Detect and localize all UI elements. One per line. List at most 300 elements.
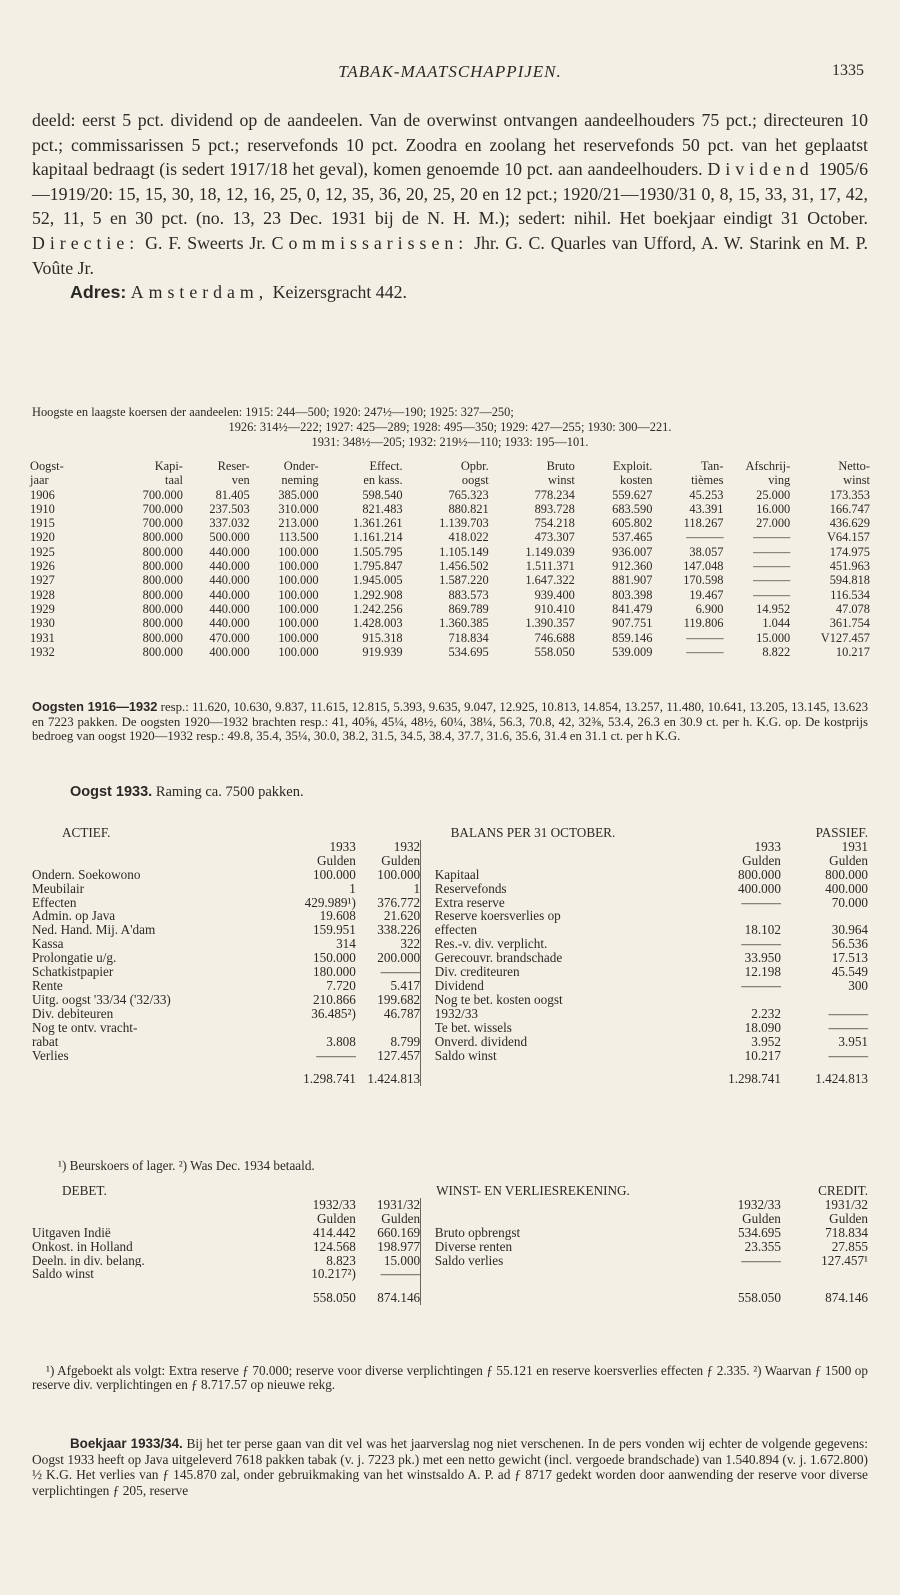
ledger-value: 150.000 (313, 950, 356, 966)
stats-column-header: Kapi- (154, 459, 183, 473)
stats-cell: 43.391 (689, 501, 724, 516)
ledger-value: 21.620 (383, 908, 421, 924)
company-description (32, 108, 868, 305)
stats-cell: 919.939 (362, 644, 403, 659)
stats-cell: 166.747 (829, 501, 870, 516)
spacer (32, 1198, 285, 1212)
stats-cell: 25.000 (756, 487, 791, 502)
column-separator (421, 1212, 435, 1226)
stats-column-header: ving (768, 473, 791, 488)
ledger-row (32, 1267, 868, 1281)
ledger-left-label: Uitgaven Indië (32, 1225, 111, 1240)
stats-cell: 800.000 (142, 630, 183, 645)
spacer (435, 1281, 696, 1291)
column-separator (421, 1267, 435, 1281)
ledger-right-label: Dividend (434, 978, 484, 993)
ledger-row (32, 882, 868, 896)
stats-cell: 765.323 (448, 487, 489, 502)
spacer (435, 854, 696, 868)
ledger-value: 56.536 (831, 936, 868, 952)
stats-cell: 939.400 (534, 587, 575, 602)
adres-label: Adres: (70, 282, 127, 303)
ledger-left-label: Div. debiteuren (32, 1006, 114, 1021)
column-separator (421, 1021, 435, 1035)
stats-column-header: Opbr. (460, 459, 489, 473)
ledger-value: 1 (413, 880, 421, 896)
stats-cell: 14.952 (756, 601, 791, 616)
ledger-value (781, 993, 868, 1007)
stats-cell: ——— (753, 587, 791, 602)
stats-cell: 19.467 (689, 587, 724, 602)
ledger-value: 12.198 (744, 964, 781, 980)
stats-row (30, 530, 870, 544)
stats-cell: 100.000 (278, 601, 319, 616)
stats-cell: 859.146 (612, 630, 653, 645)
stats-column-header: winst (548, 473, 575, 488)
stats-cell: 746.688 (534, 630, 575, 645)
stats-cell: 1.945.005 (353, 573, 403, 588)
year-heading: 1931/32 (824, 1196, 868, 1212)
stats-row (30, 502, 870, 516)
stats-column-header: neming (281, 473, 319, 488)
column-separator (421, 840, 435, 854)
ledger-row (32, 1035, 868, 1049)
stats-cell: 700.000 (142, 501, 183, 516)
stats-cell: 539.009 (612, 644, 653, 659)
stats-column-header: oogst (461, 473, 489, 488)
stats-year: 1910 (30, 501, 55, 516)
ledger-value: 8.799 (390, 1033, 421, 1049)
stats-column-header: Reser- (217, 459, 250, 473)
ledger-value: 210.866 (313, 991, 356, 1007)
stats-row (30, 645, 870, 659)
ledger-value: 30.964 (831, 922, 868, 938)
ledger-left-label: Effecten (32, 895, 77, 910)
ledger-value: 15.000 (383, 1252, 421, 1268)
stats-row (30, 631, 870, 645)
stats-cell: 440.000 (209, 601, 250, 616)
column-separator (421, 1049, 435, 1063)
stats-cell: ——— (753, 573, 791, 588)
ledger-total: 1.298.741 (303, 1071, 356, 1087)
stats-cell: 893.728 (534, 501, 575, 516)
stats-cell: 558.050 (534, 644, 575, 659)
stats-row (30, 602, 870, 616)
spacer (32, 1062, 285, 1072)
stats-cell: ——— (753, 530, 791, 545)
stats-cell: 174.975 (829, 544, 870, 559)
ledger-value: 338.226 (377, 922, 421, 938)
ledger-value: 414.442 (313, 1224, 356, 1240)
unit-heading: Gulden (381, 852, 421, 868)
stats-cell: ——— (686, 530, 724, 545)
ledger-value: ——— (741, 936, 781, 952)
ledger-value: 3.808 (326, 1033, 356, 1049)
share-prices (32, 405, 868, 450)
stats-cell: 883.573 (448, 587, 489, 602)
column-separator (421, 1198, 435, 1212)
ledger-right-label: Bruto opbrengst (434, 1225, 521, 1240)
ledger-value: 27.855 (831, 1238, 868, 1254)
stats-cell: 100.000 (278, 559, 319, 574)
stats-cell: 700.000 (142, 487, 183, 502)
unit-heading: Gulden (317, 852, 356, 868)
ledger-total: 874.146 (825, 1290, 868, 1306)
stats-cell: 81.405 (215, 487, 250, 502)
ledger-right-label: Gerecouvr. brandschade (434, 951, 563, 966)
stats-column-header: Tan- (700, 459, 724, 473)
ledger-value: ——— (741, 1252, 781, 1268)
ledger-left-label: Nog te ontv. vracht- (32, 1020, 138, 1035)
stats-row (30, 559, 870, 573)
intro-text: deeld: eerst 5 pct. dividend op de aandeelen. Van de overwinst ontvangen aandeelhouders 75 pct.; directeuren 10 pct.; commissarissen 5 pct.; reservefonds 10 pct. Zoodra en zoolang het reservefonds 50 pct. van het geplaatst kapitaal bedraagt (is sedert 1917/18 het geval), komen genoemde 10 pct. aan aandeelhouders. (32, 110, 868, 180)
stats-cell: 440.000 (209, 544, 250, 559)
year-heading: 1933 (329, 838, 356, 854)
ledger-value (696, 1267, 781, 1281)
column-separator (421, 1281, 435, 1291)
dividend-label: Dividend (707, 159, 814, 180)
stats-column-header: tièmes (691, 473, 724, 488)
stats-cell: 1.587.220 (439, 573, 489, 588)
stats-cell: 119.806 (683, 616, 724, 631)
ledger-value: ——— (828, 1005, 868, 1021)
ledger-year-row (32, 1198, 868, 1212)
ledger-value: 2.232 (751, 1005, 781, 1021)
column-separator (421, 1062, 435, 1072)
stats-cell: 800.000 (142, 530, 183, 545)
ledger-row (32, 951, 868, 965)
spacer (32, 1072, 285, 1086)
stats-year: 1932 (30, 644, 55, 659)
unit-heading: Gulden (829, 852, 868, 868)
stats-year: 1906 (30, 487, 55, 502)
stats-year: 1925 (30, 544, 55, 559)
stats-cell: 605.802 (612, 516, 653, 531)
ledger-value: 18.102 (744, 922, 781, 938)
ledger-left-label: Saldo winst (32, 1267, 94, 1282)
ledger-value: 300 (848, 977, 868, 993)
harvest-1933 (70, 784, 304, 801)
stats-cell: 912.360 (612, 559, 653, 574)
ledger-value: 70.000 (831, 894, 868, 910)
stats-cell: 803.398 (612, 587, 653, 602)
ledger-value: 400.000 (825, 880, 868, 896)
commissarissen-names: Jhr. G. C. Quarles van Ufford, A. W. Starink en M. P. Voûte Jr. (32, 232, 868, 278)
dividend-text: 1905/6—1919/20: 15, 15, 30, 18, 12, 16, 25, 0, 12, 35, 36, 20, 25, 20 en 12 pct.; 1920/21—1930/31 0, 8, 15, 33, 31, 17, 42, 52, 11, 5 en 30 pct. (no. 13, 23 Dec. 1931 bij de N. H. M.); sedert: nihil. Het boekjaar eindigt 31 October. (32, 159, 869, 229)
ledger-row (32, 993, 868, 1007)
ledger-year-row (32, 840, 868, 854)
fiscal-year-paragraph (32, 1436, 868, 1499)
ledger-left-label: Prolongatie u/g. (32, 951, 117, 966)
spacer (32, 1281, 285, 1291)
stats-cell: 880.821 (448, 501, 489, 516)
stats-year: 1915 (30, 516, 55, 531)
ledger-left-label: Onkost. in Holland (32, 1239, 133, 1254)
ledger-row (32, 923, 868, 937)
ledger-row (32, 1226, 868, 1240)
year-heading: 1931 (841, 838, 868, 854)
ledger-total-row (32, 1072, 868, 1086)
ledger-left-label: Ned. Hand. Mij. A'dam (32, 923, 156, 938)
stats-cell: 100.000 (278, 630, 319, 645)
ledger-value: ——— (828, 1047, 868, 1063)
stats-cell: 1.105.149 (439, 544, 489, 559)
ledger-unit-row (32, 1212, 868, 1226)
ledger-value: 100.000 (377, 866, 421, 882)
stats-cell: 100.000 (278, 616, 319, 631)
stats-cell: 1.361.261 (353, 516, 403, 531)
ledger-row (32, 868, 868, 882)
stats-cell: 1.390.357 (525, 616, 575, 631)
ledger-value: 23.355 (744, 1238, 781, 1254)
ledger-value: 3.952 (751, 1033, 781, 1049)
stats-cell: 683.590 (612, 501, 653, 516)
stats-cell: 821.483 (362, 501, 403, 516)
stats-cell: 15.000 (756, 630, 791, 645)
stats-cell: 907.751 (612, 616, 653, 631)
stats-year: 1931 (30, 630, 55, 645)
stats-cell: 800.000 (142, 573, 183, 588)
ledger-value: 5.417 (390, 977, 421, 993)
ledger-right-label: Reservefonds (434, 881, 507, 896)
ledger-value (781, 909, 868, 923)
ledger-row (32, 909, 868, 923)
stats-year: 1928 (30, 587, 55, 602)
stats-cell: 915.318 (362, 630, 403, 645)
balance-sheet (32, 826, 868, 1086)
column-separator (421, 937, 435, 951)
ledger-unit-row (32, 854, 868, 868)
ledger-left-label: Kassa (32, 937, 64, 952)
stats-cell: 116.534 (830, 587, 870, 602)
ledger-total: 558.050 (313, 1290, 356, 1306)
stats-cell: 27.000 (756, 516, 791, 531)
ledger-value: 199.682 (377, 991, 421, 1007)
ledger-right-label: Res.-v. div. verplicht. (434, 937, 548, 952)
directie-names: G. F. Sweerts Jr. (139, 232, 272, 253)
stats-cell: 754.218 (534, 516, 575, 531)
stats-cell: V127.457 (820, 630, 870, 645)
stats-cell: 1.161.214 (353, 530, 403, 545)
stats-row (30, 488, 870, 502)
stats-cell: 1.149.039 (525, 544, 575, 559)
stats-cell: 800.000 (142, 601, 183, 616)
column-separator (421, 1072, 435, 1086)
ledger-value: 18.090 (744, 1019, 781, 1035)
stats-cell: 440.000 (209, 587, 250, 602)
ledger-value: 36.485²) (311, 1005, 356, 1021)
spacer (32, 1212, 285, 1226)
unit-heading: Gulden (381, 1210, 421, 1226)
column-separator (421, 854, 435, 868)
ledger-value: 200.000 (377, 950, 421, 966)
stats-cell: 470.000 (209, 630, 250, 645)
ledger-right-label: 1932/33 (434, 1006, 479, 1021)
ledger-title-row (32, 1184, 868, 1198)
stats-cell: 38.057 (689, 544, 724, 559)
koersen-line-3: 1931: 348½—205; 1932: 219½—110; 1933: 195—101. (311, 435, 589, 449)
ledger-value (356, 1021, 421, 1035)
year-heading: 1932/33 (737, 1196, 781, 1212)
ledger-value: 180.000 (313, 964, 356, 980)
column-separator (421, 896, 435, 910)
ledger-value: 322 (400, 936, 421, 952)
stats-column-header: Netto- (838, 459, 870, 473)
stats-column-header: Effect. (369, 459, 403, 473)
column-separator (421, 923, 435, 937)
ledger-left-label: Verlies (32, 1048, 69, 1063)
ledger-title-row (32, 826, 868, 840)
stats-cell: 100.000 (278, 587, 319, 602)
stats-cell: 47.078 (835, 601, 870, 616)
ledger-value: ——— (741, 977, 781, 993)
ledger-row (32, 1254, 868, 1268)
stats-cell: 910.410 (534, 601, 575, 616)
stats-cell: 700.000 (142, 516, 183, 531)
stats-cell: V64.157 (826, 530, 870, 545)
ledger-right-label: Onverd. dividend (434, 1034, 528, 1049)
profit-loss-account (32, 1184, 868, 1305)
ledger-left-label: Uitg. oogst '33/34 ('32/33) (32, 992, 171, 1007)
ledger-value: 1 (349, 880, 356, 896)
ledger-left-title: ACTIEF. (62, 825, 111, 840)
spacer (435, 840, 696, 854)
stats-cell: 361.754 (829, 616, 870, 631)
stats-column-header: taal (165, 473, 183, 488)
column-separator (421, 909, 435, 923)
ledger-total: 558.050 (738, 1290, 781, 1306)
stats-cell: 1.511.371 (525, 559, 575, 574)
year-heading: 1933 (754, 838, 781, 854)
ledger-value: 3.951 (838, 1033, 868, 1049)
stats-cell: 594.818 (829, 573, 870, 588)
ledger-left-label: Deeln. in div. belang. (32, 1253, 145, 1268)
ledger-row (32, 979, 868, 993)
spacer (435, 1072, 696, 1086)
ledger-left-label: Admin. op Java (32, 909, 116, 924)
ledger-value: 429.989¹) (304, 894, 356, 910)
stats-column-header: en kass. (363, 473, 403, 488)
ledger-value: 45.549 (831, 964, 868, 980)
stats-cell: ——— (753, 544, 791, 559)
stats-cell: 237.503 (209, 501, 250, 516)
stats-cell: 6.900 (695, 601, 724, 616)
spacer (435, 1212, 696, 1226)
spacer (435, 1198, 696, 1212)
directie-label: Directie: (32, 232, 140, 253)
stats-column-header: ven (231, 473, 250, 488)
ledger-value: 198.977 (377, 1238, 421, 1254)
ledger-value: 127.457 (377, 1047, 421, 1063)
ledger-right-label (435, 1267, 696, 1281)
ledger-value (696, 909, 781, 923)
ledger-left-label: rabat (32, 1034, 59, 1049)
ledger-value: ——— (380, 964, 421, 980)
stats-cell: 100.000 (278, 544, 319, 559)
stats-cell: 1.139.703 (439, 516, 489, 531)
unit-heading: Gulden (317, 1210, 356, 1226)
ledger-value (781, 1267, 868, 1281)
stats-cell: 598.540 (362, 487, 403, 502)
stats-cell: 16.000 (756, 501, 791, 516)
adres-street: Keizersgracht 442. (268, 282, 407, 303)
column-separator (421, 868, 435, 882)
column-separator (421, 993, 435, 1007)
spacer (32, 840, 285, 854)
oogst1933-label: Oogst 1933. (70, 784, 153, 800)
balance-footnote: ¹) Beurskoers of lager. ²) Was Dec. 1934 betaald. (58, 1158, 315, 1173)
ledger-right-title: PASSIEF. (815, 825, 868, 840)
column-separator (421, 1007, 435, 1021)
stats-column-header: Oogst- (30, 459, 64, 473)
pl-footnote: ¹) Afgeboekt als volgt: Extra reserve ƒ 70.000; reserve voor diverse verplichtingen ƒ 55.121 en reserve koersverlies effecten ƒ 2.335. ²) Waarvan ƒ 1500 op reserve div. verplichtingen en ƒ 8.717.57 op nieuwe rekg. (32, 1363, 868, 1393)
stats-column-header: jaar (30, 473, 49, 488)
oogsten-label: Oogsten 1916—1932 (32, 699, 158, 714)
year-heading: 1932 (393, 838, 421, 854)
unit-heading: Gulden (742, 1210, 781, 1226)
ledger-value: 124.568 (313, 1238, 356, 1254)
ledger-total-row (32, 1291, 868, 1305)
ledger-value: 17.513 (831, 950, 868, 966)
ledger-row (32, 1007, 868, 1021)
ledger-value: 718.834 (825, 1224, 868, 1240)
ledger-total: 1.298.741 (728, 1071, 781, 1087)
ledger-value: 46.787 (383, 1005, 421, 1021)
column-separator (421, 1226, 435, 1240)
spacer (435, 1062, 696, 1072)
unit-heading: Gulden (742, 852, 781, 868)
ledger-value: 660.169 (377, 1224, 421, 1240)
stats-cell: 440.000 (209, 616, 250, 631)
ledger-row (32, 937, 868, 951)
oogsten-text: resp.: 11.620, 10.630, 9.837, 11.615, 12.815, 5.393, 9.635, 9.047, 12.925, 10.813, 14.854, 13.257, 11.480, 10.641, 13.205, 13.145, 13.623 en 7223 pakken. De oogsten 1920—1932 brachten resp.: 41, 40⅝, 45¼, 48½, 60¼, 38¼, 56.3, 70.8, 42, 32⅜, 53.4, 26.3 en 30.9 ct. per h. K.G. op. De kostprijs bedroeg van oogst 1920—1932 resp.: 49.8, 35.4, 35¼, 30.0, 38.2, 31.5, 34.5, 38.4, 37.7, 31.6, 35.6, 31.4 en 31.1 ct. per h K.G. (32, 700, 868, 744)
running-title: TABAK-MAATSCHAPPIJEN. (338, 62, 562, 81)
stats-cell: 213.000 (278, 516, 319, 531)
stats-cell: 1.044 (762, 616, 791, 631)
ledger-row (32, 1021, 868, 1035)
stats-row (30, 573, 870, 587)
ledger-left-label: Rente (32, 978, 63, 993)
running-header (0, 62, 900, 84)
stats-cell: 800.000 (142, 644, 183, 659)
ledger-right-label: effecten (434, 923, 477, 938)
unit-heading: Gulden (829, 1210, 868, 1226)
ledger-value: 10.217²) (311, 1266, 356, 1282)
stats-cell: 385.000 (278, 487, 319, 502)
stats-cell: 1.795.847 (353, 559, 403, 574)
stats-header-row (30, 473, 870, 487)
stats-cell: 45.253 (689, 487, 724, 502)
column-separator (421, 1240, 435, 1254)
ledger-total: 874.146 (377, 1290, 421, 1306)
ledger-row (32, 1240, 868, 1254)
ledger-value: ——— (316, 1047, 356, 1063)
ledger-value: 400.000 (738, 880, 781, 896)
stats-year: 1929 (30, 601, 55, 616)
stats-cell: 173.353 (829, 487, 870, 502)
ledger-left-label: Schatkistpapier (32, 965, 114, 979)
column-separator (421, 882, 435, 896)
stats-row (30, 588, 870, 602)
boekjaar-label: Boekjaar 1933/34. (70, 1436, 183, 1451)
dividend-paragraph (32, 108, 868, 280)
stats-cell: 400.000 (209, 644, 250, 659)
stats-cell: 113.500 (278, 530, 319, 545)
stats-cell: 800.000 (142, 544, 183, 559)
column-separator (421, 965, 435, 979)
ledger-value: 800.000 (825, 866, 868, 882)
stats-cell: 170.598 (683, 573, 724, 588)
